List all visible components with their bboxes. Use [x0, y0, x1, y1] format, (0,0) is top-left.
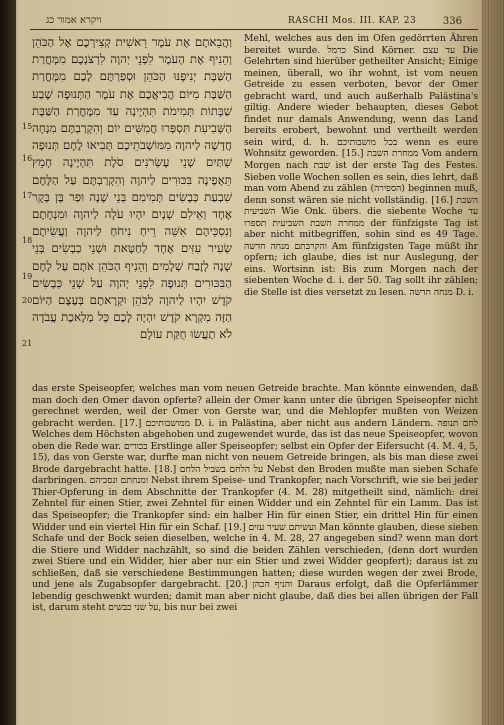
verse-number: 16	[22, 154, 33, 163]
hebrew-scripture-column: וַהֲבֵאתֶם אֶת עֹמֶר רֵאשִׁית קְצִירְכֶם אֶל הַכֹּהֵן וְהֵנִיף אֶת הָעֹמֶר לִפְנֵי יְהוָה לִרְצֹנְכֶם מִמָּחֳרַת הַשַּׁבָּת יְנִיפֶנּוּ הַכֹּהֵן וּסְפַרְתֶּם לָכֶם מִמָּחֳרַת הַשַּׁבָּת מִיּוֹם הֲבִיאֲכֶם אֶת עֹמֶר הַתְּנוּפָה שֶׁבַע שַׁבָּתוֹת תְּמִימֹת תִּהְיֶינָה עַד מִמָּחֳרַת הַשַּׁבָּת הַשְּׁבִיעִת תִּסְפְּרוּ חֲמִשִּׁים יוֹם וְהִקְרַבְתֶּם מִנְחָה חֲדָשָׁה לַיהוָה מִמּוֹשְׁבֹתֵיכֶם תָּבִיאוּ לֶחֶם תְּנוּפָה שְׁתַּיִם שְׁנֵי עֶשְׂרֹנִים סֹלֶת תִּהְיֶינָה חָמֵץ תֵּאָפֶינָה בִּכּוּרִים לַיהוָה וְהִקְרַבְתֶּם עַל הַלֶּחֶם שִׁבְעַת כְּבָשִׂים תְּמִימִם בְּנֵי שָׁנָה וּפַר בֶּן בָּקָר אֶחָד וְאֵילִם שְׁנָיִם יִהְיוּ עֹלָה לַיהוָה וּמִנְחָתָם וְנִסְכֵּיהֶם אִשֵּׁה רֵיחַ נִיחֹחַ לַיהוָה וַעֲשִׂיתֶם שְׂעִיר עִזִּים אֶחָד לְחַטָּאת וּשְׁנֵי כְבָשִׂים בְּנֵי שָׁנָה לְזֶבַח שְׁלָמִים וְהֵנִיף הַכֹּהֵן אֹתָם עַל לֶחֶם הַבִּכּוּרִים תְּנוּפָה לִפְנֵי יְהוָה עַל שְׁנֵי כְּבָשִׂים קֹדֶשׁ יִהְיוּ לַיהוָה לַכֹּהֵן וּקְרָאתֶם בְּעֶצֶם הַיּוֹם הַזֶּה מִקְרָא קֹדֶשׁ יִהְיֶה לָכֶם כָּל מְלֶאכֶת עֲבֹדָה לֹא תַעֲשׂוּ חֻקַּת עוֹלָם	[32, 35, 232, 342]
verse-number: 18	[22, 236, 33, 245]
page-edge	[482, 0, 504, 725]
hebrew-running-title: ויקרא אמור כג	[46, 15, 102, 26]
header-rule	[30, 29, 478, 30]
commentary-paragraph: das erste Speiseopfer, welches man vom neuen Getreide brachte. Man könnte einwenden, daß man doch den Omer davon opferte? allein der Omer kann unter die übrigen Speiseopfer nicht gerechnet werden, weil der Omer von Gerste war, und die Mehlopfer mußten von Weizen gebracht werden. [17.] ממושבותיכם D. i. in Palästina, aber nicht aus andern Ländern. לחם תנופה Welches dem Höchsten abgehoben und zugewendet wurde, das ist das neue Speiseopfer, wovon oben die Rede war. בכורים Erstlinge aller Speiseopfer; selbst ein Opfer der Eifersucht (4. M. 4, 5, 15), das von Gerste war, durfte man nicht von neuem Getreide bringen, als bis man diese zwei Brode dargebracht hatte. [18.] על הלחם בשביל הלחם Nebst den Broden mußte man sieben Schafe darbringen. ומנחתם ונסכיהם Nebst ihrem Speise- und Trankopfer, nach Vorschrift, wie sie bei jeder Thier-Opferung in dem Abschnitte der Trankopfer (4. M. 28) mitgetheilt sind, nämlich: drei Zehntel für einen Stier, zwei Zehntel für einen Widder und ein Zehntel für ein Lamm. Das ist das Speiseopfer; die Trankopfer sind: ein halber Hin für einen Stier, ein drittel Hin für einen Widder und ein viertel Hin für ein Schaf. [19.] ועשיתם שעיר עזים Man könnte glauben, diese sieben Schafe und der Bock seien dieselben, welche in 4. M. 28, 27 angegeben sind? wenn man dort die Stiere und Widder nachzählt, so sind die beiden Zählen verschieden, (denn dort wurden zwei Stiere und ein Widder, hier aber nur ein Stier und zwei Widder geopfert); daraus ist zu schließen, daß sie verschiedene Bestimmungen hatten; diese wurden wegen der zwei Brode, und jene als Zugabsopfer dargebracht. [20.] והניף הכהן Daraus erfolgt, daß die Opferlämmer lebendig geschwenkt wurden; damit man aber nicht glaube, daß dies bei allen übrigen der Fall ist, darum steht על שני כבשים, bis nur bei zwei	[32, 383, 479, 614]
commentary-paragraph: Mehl, welches aus den im Ofen gedörrten Ähren bereitet wurde. כרמל Sind Körner. עד עצם Die Gelehrten sind hierüber getheilter Ansicht; Einige meinen, überall, wo ihr wohnt, ist vom neuen Getreide zu essen verboten, bevor der Omer gebracht ward, und auch außerhalb Palästina's giltig. Andere wieder behaupten, dieses Gebot findet nur damals Anwendung, wenn das Land bereits erobert, bewohnt und vertheilt werden sein wird, d. h. בכל מושבותיכם wenn es eure Wohnsitz geworden. [15.] ממחרת השבת Vom andern Morgen nach שבת ist der erste Tag des Festes. Sieben volle Wochen sollen es sein, dies lehrt, daß man vom Abend zu zählen (הספירה) beginnen muß, denn sonst wären sie nicht vollständig. [16.] השבת השביעית Wie Onk. übers. die siebente Woche עד ממחרת השבת השביעית תספרו der fünfzigste Tag ist aber nicht mitbegriffen, sohin sind es 49 Tage. והקרבתם מנחה חדשה Am fünfzigsten Tage müßt ihr opfern; ich glaube, dies ist nur Auslegung, der eins. Wortsinn ist: Bis zum Morgen nach der siebenten Woche d. i. der 50. Tag sollt ihr zählen; die Stelle ist dies versetzt zu lesen. מנחה חדשה D. i.	[244, 33, 479, 299]
verse-number: 20	[22, 296, 33, 305]
verse-number: 15	[22, 122, 33, 131]
book-binding-shadow	[0, 0, 16, 725]
verse-number: 21	[22, 339, 33, 348]
commentary-bottom-block	[32, 383, 478, 713]
running-title: RASCHI Mos. III. KAP. 23	[288, 16, 417, 26]
page-number: 336	[442, 16, 462, 27]
verse-number: 17	[22, 191, 33, 200]
commentary-right-column	[244, 33, 478, 383]
verse-number: 19	[22, 272, 33, 281]
running-header	[26, 13, 478, 29]
